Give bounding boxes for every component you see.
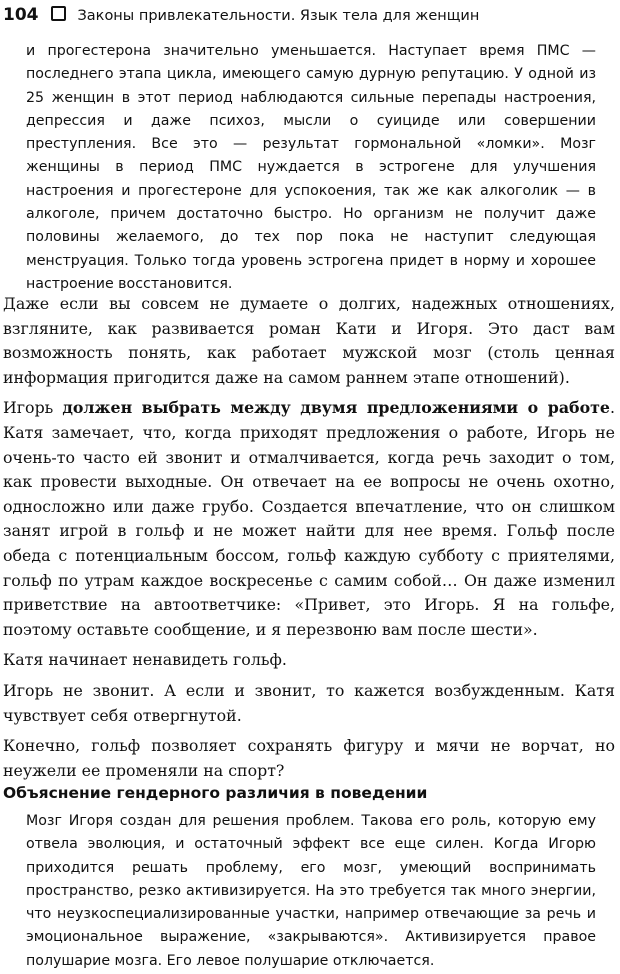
body-paragraph-4: Игорь не звонит. А если и звонит, то кажется возбужденным. Катя чувствует себя отвергнутой. [3, 680, 615, 725]
section-heading: Объяснение гендерного различия в поведении [3, 784, 428, 802]
running-title: Законы привлекательности. Язык тела для женщин [77, 8, 480, 24]
inset-paragraph: и прогестерона значительно уменьшается. Наступает время ПМС — последнего этапа цикла, имеющего самую дурную репутацию. У одной из 25 женщин в этот период наблюдаются сильные перепады настроения, депрессия и даже психоз, мысли о суициде или совершении преступления. Все это — результат гормональной «ломки». Мозг женщины в период ПМС нуждается в эстрогене для улучшения настроения и прогестероне для успокоения, так же как алкоголик — в алкоголе, причем достаточно быстро. Но организм не получит даже половины желаемого, до тех пор пока не наступит следующая менструация. Только тогда уровень эстрогена придет в норму и хорошее настроение восстановится. [26, 43, 596, 292]
body-paragraph-5: Конечно, гольф позволяет сохранять фигуру и мячи не ворчат, но неужели ее променяли на спорт? [3, 736, 615, 780]
body-paragraph-1: Даже если вы совсем не думаете о долгих, надежных отношениях, взгляните, как развивается роман Кати и Игоря. Это даст вам возможность понять, как работает мужской мозг (столь ценная информация пригодится даже на самом раннем этапе отношений). [3, 294, 615, 387]
inset-text-block-bottom [26, 810, 596, 973]
inset-paragraph: Мозг Игоря создан для решения проблем. Такова его роль, которую ему отвела эволюция, и остаточный эффект все еще силен. Когда Игорю приходится решать проблему, его мозг, умеющий воспринимать пространство, резко активизируется. На это требуется так много энергии, что неузкоспециализированные участки, например отвечающие за речь и эмоциональное выражение, «закрываются». Активизируется правое полушарие мозга. Его левое полушарие отключается. [26, 813, 596, 969]
body-paragraph-3: Катя начинает ненавидеть гольф. [3, 650, 287, 670]
main-text [3, 292, 615, 783]
running-header [3, 3, 616, 27]
paragraph-2-start: Игорь [3, 398, 63, 418]
paragraph-2-rest: . Катя замечает, что, когда приходят предложения о работе, Игорь не очень-то часто ей звонит и отмалчивается, когда речь заходит о том, как провести выходные. Он отвечает на ее вопросы не очень охотно, односложно или даже грубо. Создается впечатление, что он слишком занят игрой в гольф и не может найти для нее время. Гольф после обеда с потенциальным боссом, гольф каждую субботу с приятелями, гольф по утрам каждое воскресенье с самим собой… Он даже изменил приветствие на автоответчике: «Привет, это Игорь. Я на гольфе, поэтому оставьте сообщение, и я перезвоню вам после шести». [3, 398, 615, 639]
body-paragraph-2 [3, 396, 615, 642]
emphasis-text: должен выбрать между двумя предложениями о работе [62, 398, 610, 418]
page-number: 104 [3, 5, 39, 25]
checkbox-square-icon [51, 6, 66, 21]
inset-text-block-top [26, 40, 596, 296]
